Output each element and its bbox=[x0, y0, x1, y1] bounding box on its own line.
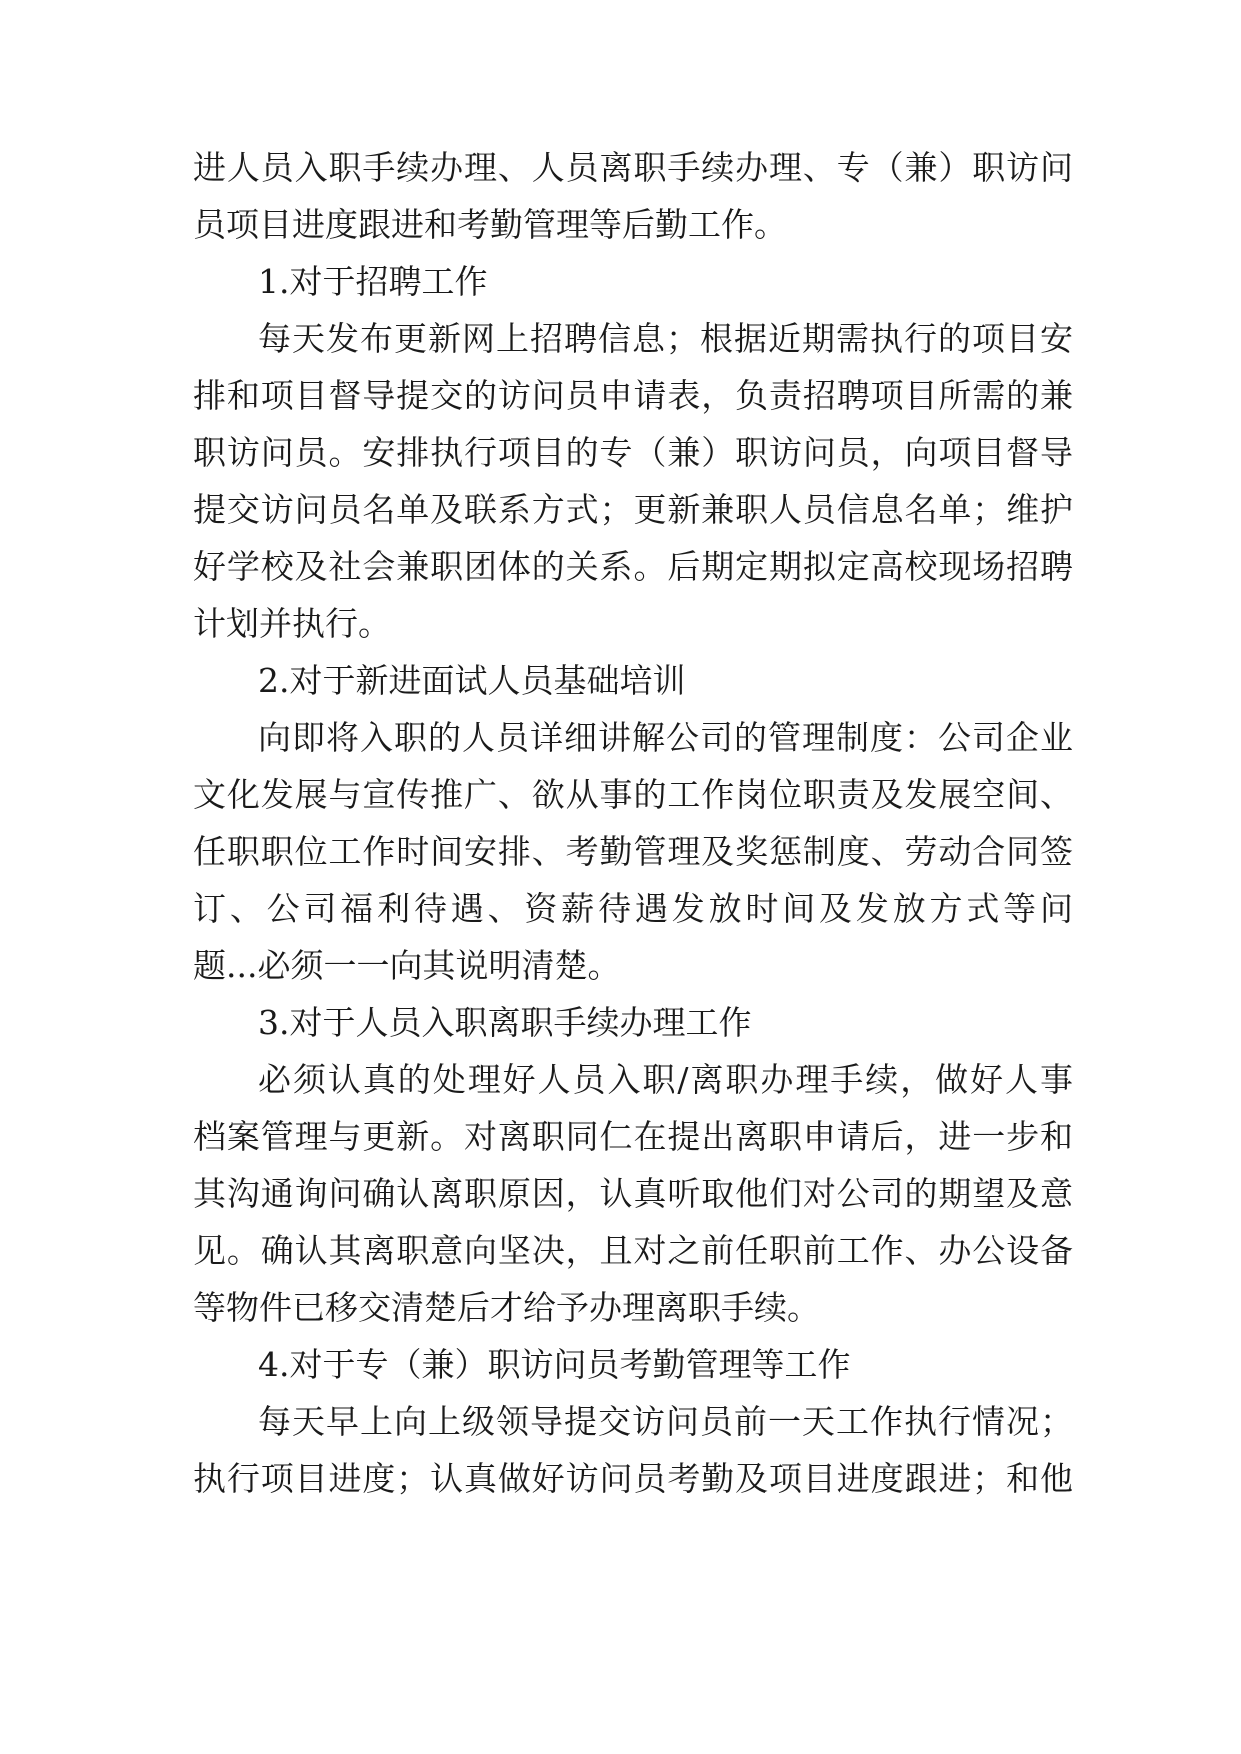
body-text-line: 订、公司福利待遇、资薪待遇发放时间及发放方式等问 bbox=[193, 889, 1073, 928]
paragraph-first-line: 向即将入职的人员详细讲解公司的管理制度：公司企业 bbox=[258, 718, 1073, 757]
body-text-line: 职访问员。安排执行项目的专（兼）职访问员，向项目督导 bbox=[193, 433, 1073, 472]
body-text-line: 计划并执行。 bbox=[193, 604, 391, 643]
body-text-line: 文化发展与宣传推广、欲从事的工作岗位职责及发展空间、 bbox=[193, 775, 1073, 814]
section-heading: 3.对于人员入职离职手续办理工作 bbox=[258, 1003, 752, 1042]
section-heading: 1.对于招聘工作 bbox=[258, 262, 488, 301]
body-text-line: 档案管理与更新。对离职同仁在提出离职申请后，进一步和 bbox=[193, 1117, 1073, 1156]
body-text-line: 员项目进度跟进和考勤管理等后勤工作。 bbox=[193, 205, 787, 244]
body-text-line: 任职职位工作时间安排、考勤管理及奖惩制度、劳动合同签 bbox=[193, 832, 1073, 871]
body-text-line: 好学校及社会兼职团体的关系。后期定期拟定高校现场招聘 bbox=[193, 547, 1073, 586]
body-text-line: 等物件已移交清楚后才给予办理离职手续。 bbox=[193, 1288, 820, 1327]
body-text-line: 其沟通询问确认离职原因，认真听取他们对公司的期望及意 bbox=[193, 1174, 1073, 1213]
section-heading: 4.对于专（兼）职访问员考勤管理等工作 bbox=[258, 1345, 851, 1384]
body-text-line: 排和项目督导提交的访问员申请表，负责招聘项目所需的兼 bbox=[193, 376, 1073, 415]
paragraph-first-line: 必须认真的处理好人员入职/离职办理手续，做好人事 bbox=[258, 1060, 1073, 1099]
body-text-line: 题...必须一一向其说明清楚。 bbox=[193, 946, 621, 985]
body-text-line: 进人员入职手续办理、人员离职手续办理、专（兼）职访问 bbox=[193, 148, 1073, 187]
body-text-line: 见。确认其离职意向坚决，且对之前任职前工作、办公设备 bbox=[193, 1231, 1073, 1270]
body-text-line: 执行项目进度；认真做好访问员考勤及项目进度跟进；和他 bbox=[193, 1459, 1073, 1498]
body-text-line: 提交访问员名单及联系方式；更新兼职人员信息名单；维护 bbox=[193, 490, 1073, 529]
section-heading: 2.对于新进面试人员基础培训 bbox=[258, 661, 686, 700]
paragraph-first-line: 每天发布更新网上招聘信息；根据近期需执行的项目安 bbox=[258, 319, 1073, 358]
paragraph-first-line: 每天早上向上级领导提交访问员前一天工作执行情况； bbox=[258, 1402, 1073, 1441]
